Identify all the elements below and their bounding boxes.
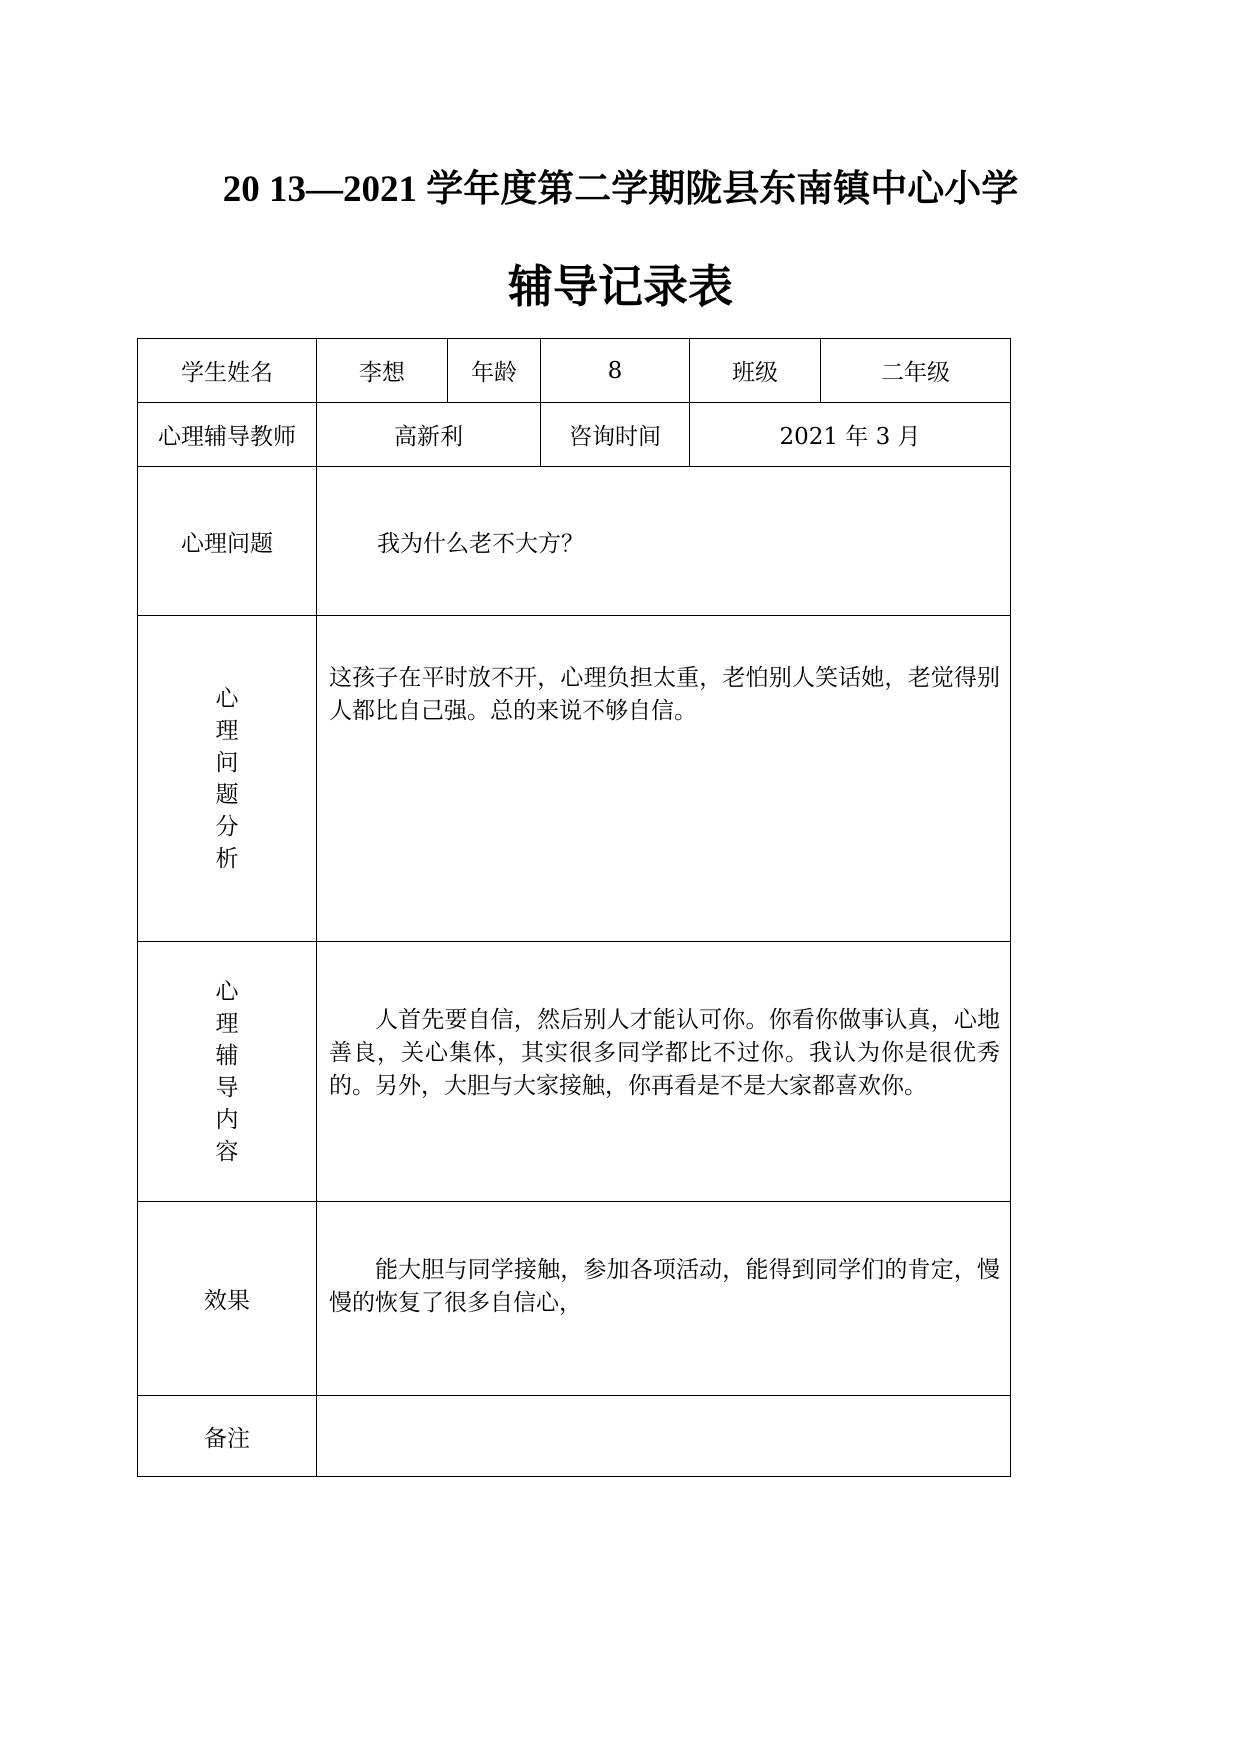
table-row bbox=[138, 339, 1011, 403]
table-row bbox=[138, 1202, 1011, 1396]
student-name-label: 学生姓名 bbox=[138, 339, 317, 403]
age-value: 8 bbox=[541, 339, 690, 403]
analysis-label: 心理问题分析 bbox=[215, 685, 239, 872]
effect-cell bbox=[317, 1202, 1011, 1396]
effect-value: 能大胆与同学接触，参加各项活动，能得到同学们的肯定，慢慢的恢复了很多自信心， bbox=[329, 1257, 1000, 1316]
consult-time-label: 咨询时间 bbox=[541, 403, 690, 467]
guidance-label: 心理辅导内容 bbox=[215, 978, 239, 1165]
class-label: 班级 bbox=[690, 339, 821, 403]
problem-cell bbox=[317, 467, 1011, 616]
effect-label: 效果 bbox=[138, 1202, 317, 1396]
remarks-value bbox=[317, 1396, 1011, 1477]
table-row bbox=[138, 403, 1011, 467]
problem-label: 心理问题 bbox=[138, 467, 317, 616]
teacher-value: 高新利 bbox=[317, 403, 541, 467]
problem-value: 我为什么老不大方？ bbox=[377, 530, 584, 557]
table-row bbox=[138, 1396, 1011, 1477]
consult-time-value: 2021 年 3 月 bbox=[690, 403, 1011, 467]
document-title: 20 13—2021 学年度第二学期陇县东南镇中心小学 bbox=[222, 169, 1019, 210]
document-subtitle: 辅导记录表 bbox=[507, 260, 733, 313]
teacher-label: 心理辅导教师 bbox=[138, 403, 317, 467]
analysis-value: 这孩子在平时放不开，心理负担太重，老怕别人笑话她，老觉得别人都比自己强。总的来说不够自信。 bbox=[329, 665, 1000, 724]
guidance-value: 人首先要自信，然后别人才能认可你。你看你做事认真，心地善良，关心集体，其实很多同学都比不过你。我认为你是很优秀的。另外，大胆与大家接触，你再看是不是大家都喜欢你。 bbox=[329, 1007, 1000, 1099]
table-row bbox=[138, 942, 1011, 1202]
analysis-cell bbox=[317, 616, 1011, 942]
remarks-label: 备注 bbox=[138, 1396, 317, 1477]
guidance-cell bbox=[317, 942, 1011, 1202]
age-label: 年龄 bbox=[448, 339, 541, 403]
table-row bbox=[138, 467, 1011, 616]
counseling-record-table bbox=[137, 338, 1011, 1477]
class-value: 二年级 bbox=[821, 339, 1011, 403]
student-name-value: 李想 bbox=[317, 339, 448, 403]
guidance-label-cell bbox=[138, 942, 317, 1202]
analysis-label-cell bbox=[138, 616, 317, 942]
table-row bbox=[138, 616, 1011, 942]
